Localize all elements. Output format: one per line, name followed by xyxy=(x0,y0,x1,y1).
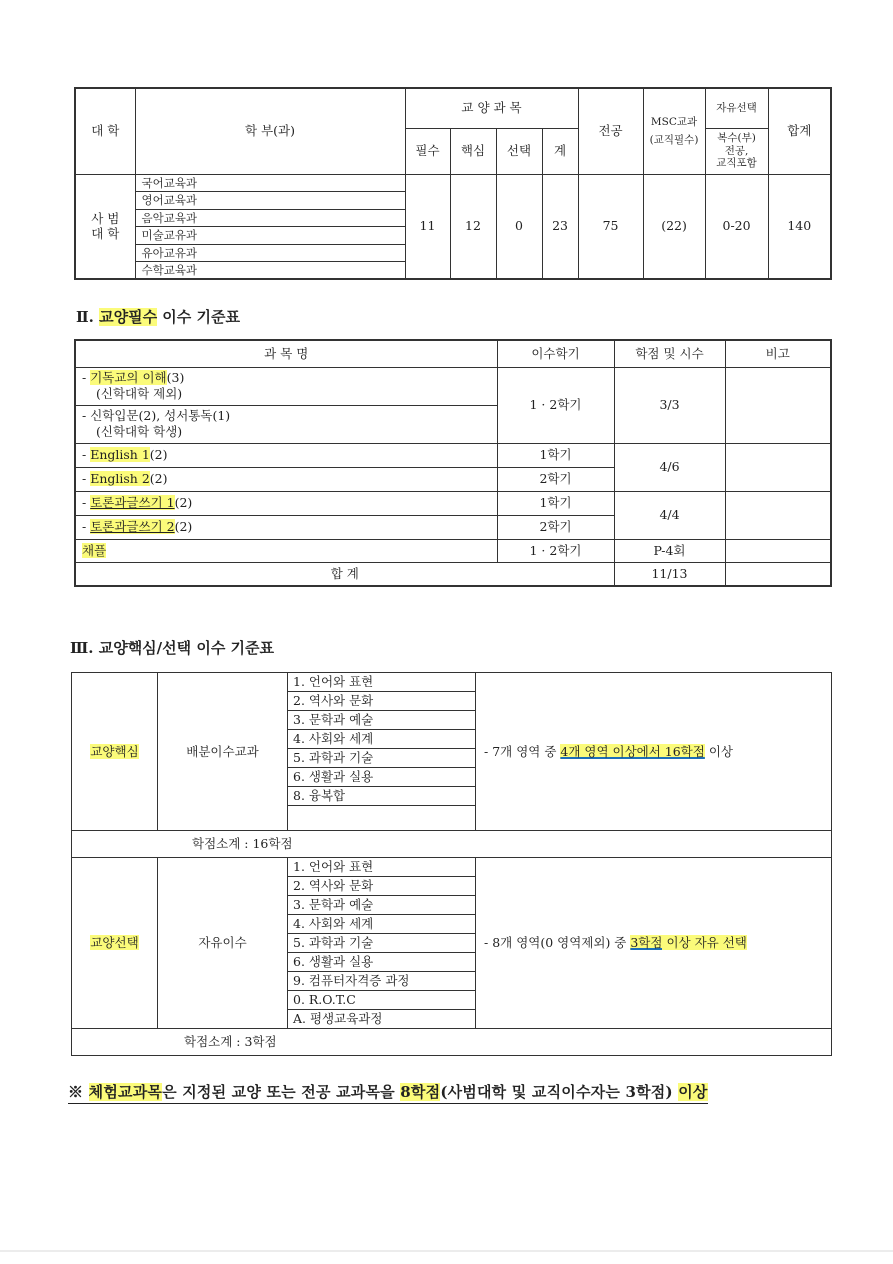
course-english1 xyxy=(75,443,497,467)
dash: - xyxy=(82,495,91,511)
elective-area: 0. R.O.T.C xyxy=(288,991,476,1010)
core-rule-post: 이상 xyxy=(704,743,733,759)
header-free-line3: 교직포함 xyxy=(716,157,757,170)
page-bottom-edge xyxy=(0,1250,893,1252)
header-subtotal: 계 xyxy=(542,128,578,174)
elective-area: 3. 문학과 예술 xyxy=(288,896,476,915)
credits-cell: 4/6 xyxy=(614,443,725,491)
note-text2: (사범대학 및 교직이수자는 3학점) xyxy=(440,1083,679,1101)
elective-subtotal: 학점소계 : 3학점 xyxy=(72,1029,832,1056)
header-major: 전공 xyxy=(578,88,643,174)
elective-rule-highlight-credits: 3학점 xyxy=(630,935,663,951)
credits-cell: P-4회 xyxy=(614,539,725,562)
department-row: 미술교유과 xyxy=(135,227,405,245)
elective-area: 1. 언어와 표현 xyxy=(288,858,476,877)
credit-summary-table xyxy=(74,87,832,280)
semester-cell: 2학기 xyxy=(497,467,614,491)
section2-prefix: Ⅱ. xyxy=(76,308,100,326)
header-core: 핵심 xyxy=(450,128,496,174)
course-writing1 xyxy=(75,491,497,515)
section2-heading xyxy=(76,306,240,327)
course-theology-note: (신학대학 학생) xyxy=(96,424,183,439)
core-rule xyxy=(476,673,832,831)
course-theology-name: - 신학입문(2), 성서통독(1) xyxy=(82,408,231,424)
required-courses-table xyxy=(74,339,832,587)
header-free-detail xyxy=(705,128,768,174)
department-row: 수학교육과 xyxy=(135,262,405,280)
elective-label-text: 교양선택 xyxy=(90,935,139,951)
elective-label xyxy=(72,858,158,1029)
header-free-line1: 복수(부) xyxy=(717,132,756,145)
course-writing2-credit: (2) xyxy=(174,519,193,535)
course-writing1-name: 토론과글쓰기 1 xyxy=(90,495,175,511)
core-label-text: 교양핵심 xyxy=(90,743,139,759)
course-english1-name: English 1 xyxy=(90,447,150,463)
elective-type: 자유이수 xyxy=(158,858,288,1029)
course-christianity xyxy=(75,367,497,405)
dash: - xyxy=(82,447,91,463)
core-subtotal: 학점소계 : 16학점 xyxy=(72,831,832,858)
value-required: 11 xyxy=(405,174,450,279)
header-college: 대 학 xyxy=(75,88,135,174)
course-english1-credit: (2) xyxy=(149,447,168,463)
header-semester: 이수학기 xyxy=(497,340,614,367)
note-highlight-min: 이상 xyxy=(678,1083,708,1101)
note-text1: 은 지정된 교양 또는 전공 교과목을 xyxy=(162,1083,401,1101)
note-cell xyxy=(725,491,831,539)
core-area: 6. 생활과 실용 xyxy=(288,768,476,787)
elective-area: 9. 컴퓨터자격증 과정 xyxy=(288,972,476,991)
core-area: 1. 언어와 표현 xyxy=(288,673,476,692)
core-area: 2. 역사와 문화 xyxy=(288,692,476,711)
note-cell xyxy=(725,539,831,562)
college-line1: 사 범 xyxy=(91,210,120,226)
elective-area: 2. 역사와 문화 xyxy=(288,877,476,896)
total-label: 합 계 xyxy=(75,562,614,586)
dash: - xyxy=(82,519,91,535)
course-christianity-name: 기독교의 이해 xyxy=(90,370,167,386)
note-mark: ※ xyxy=(68,1083,89,1101)
course-writing1-credit: (2) xyxy=(174,495,193,511)
course-english2 xyxy=(75,467,497,491)
dash: - xyxy=(82,471,91,487)
course-english2-name: English 2 xyxy=(90,471,150,487)
header-msc xyxy=(643,88,705,174)
experience-course-note xyxy=(68,1081,708,1104)
course-theology xyxy=(75,405,497,443)
semester-cell: 2학기 xyxy=(497,515,614,539)
elective-rule xyxy=(476,858,832,1029)
section2-suffix: 이수 기준표 xyxy=(157,308,240,326)
core-area: 5. 과학과 기술 xyxy=(288,749,476,768)
value-major: 75 xyxy=(578,174,643,279)
header-credits: 학점 및 시수 xyxy=(614,340,725,367)
elective-rule-pre: - 8개 영역(0 영역제외) 중 xyxy=(484,935,631,951)
course-christianity-note: (신학대학 제외) xyxy=(96,386,183,401)
note-highlight-credits: 8학점 xyxy=(400,1083,441,1101)
semester-cell: 1 · 2학기 xyxy=(497,367,614,443)
elective-area: A. 평생교육과정 xyxy=(288,1010,476,1029)
value-elective: 0 xyxy=(496,174,542,279)
note-cell xyxy=(725,443,831,491)
section2-highlight: 교양필수 xyxy=(99,308,158,326)
semester-cell: 1학기 xyxy=(497,443,614,467)
core-type: 배분이수교과 xyxy=(158,673,288,831)
header-grand-total: 합계 xyxy=(768,88,831,174)
core-area: 8. 융복합 xyxy=(288,787,476,806)
course-christianity-credit: (3) xyxy=(166,370,185,386)
core-rule-highlight: 4개 영역 이상에서 16학점 xyxy=(560,743,705,759)
header-course-name: 과 목 명 xyxy=(75,340,497,367)
header-msc-line2: (교직필수) xyxy=(649,134,699,147)
note-cell xyxy=(725,367,831,443)
course-english2-credit: (2) xyxy=(149,471,168,487)
college-line2: 대 학 xyxy=(91,226,120,242)
header-department: 학 부(과) xyxy=(135,88,405,174)
total-credits: 11/13 xyxy=(614,562,725,586)
header-msc-line1: MSC교과 xyxy=(650,115,698,128)
header-free-line2: 전공, xyxy=(724,144,749,157)
header-elective: 선택 xyxy=(496,128,542,174)
header-liberal-arts: 교 양 과 목 xyxy=(405,88,578,128)
elective-area: 5. 과학과 기술 xyxy=(288,934,476,953)
core-area: 4. 사회와 세계 xyxy=(288,730,476,749)
value-total: 140 xyxy=(768,174,831,279)
elective-rule-highlight-text: 이상 자유 선택 xyxy=(662,935,747,951)
section3-heading: Ⅲ. 교양핵심/선택 이수 기준표 xyxy=(70,639,275,657)
core-rule-pre: - 7개 영역 중 xyxy=(484,743,561,759)
header-required: 필수 xyxy=(405,128,450,174)
core-elective-table xyxy=(71,672,832,1056)
core-label xyxy=(72,673,158,831)
note-highlight-course: 체험교과목 xyxy=(88,1083,163,1101)
elective-area: 6. 생활과 실용 xyxy=(288,953,476,972)
credits-cell: 4/4 xyxy=(614,491,725,539)
department-row: 음악교육과 xyxy=(135,209,405,227)
value-subtotal: 23 xyxy=(542,174,578,279)
college-name xyxy=(75,174,135,279)
semester-cell: 1 · 2학기 xyxy=(497,539,614,562)
course-writing2 xyxy=(75,515,497,539)
header-note: 비고 xyxy=(725,340,831,367)
dash: - xyxy=(82,370,91,386)
course-chapel xyxy=(75,539,497,562)
course-writing2-name: 토론과글쓰기 2 xyxy=(90,519,175,535)
department-row: 영어교육과 xyxy=(135,192,405,210)
course-chapel-name: 채플 xyxy=(82,542,107,558)
core-area: 3. 문학과 예술 xyxy=(288,711,476,730)
department-row: 유아교유과 xyxy=(135,244,405,262)
department-row: 국어교육과 xyxy=(135,174,405,192)
header-free-choice: 자유선택 xyxy=(705,88,768,128)
elective-area: 4. 사회와 세계 xyxy=(288,915,476,934)
credits-cell: 3/3 xyxy=(614,367,725,443)
value-core: 12 xyxy=(450,174,496,279)
semester-cell: 1학기 xyxy=(497,491,614,515)
value-msc: (22) xyxy=(643,174,705,279)
value-free: 0-20 xyxy=(705,174,768,279)
core-area-empty xyxy=(288,806,476,831)
note-cell xyxy=(725,562,831,586)
